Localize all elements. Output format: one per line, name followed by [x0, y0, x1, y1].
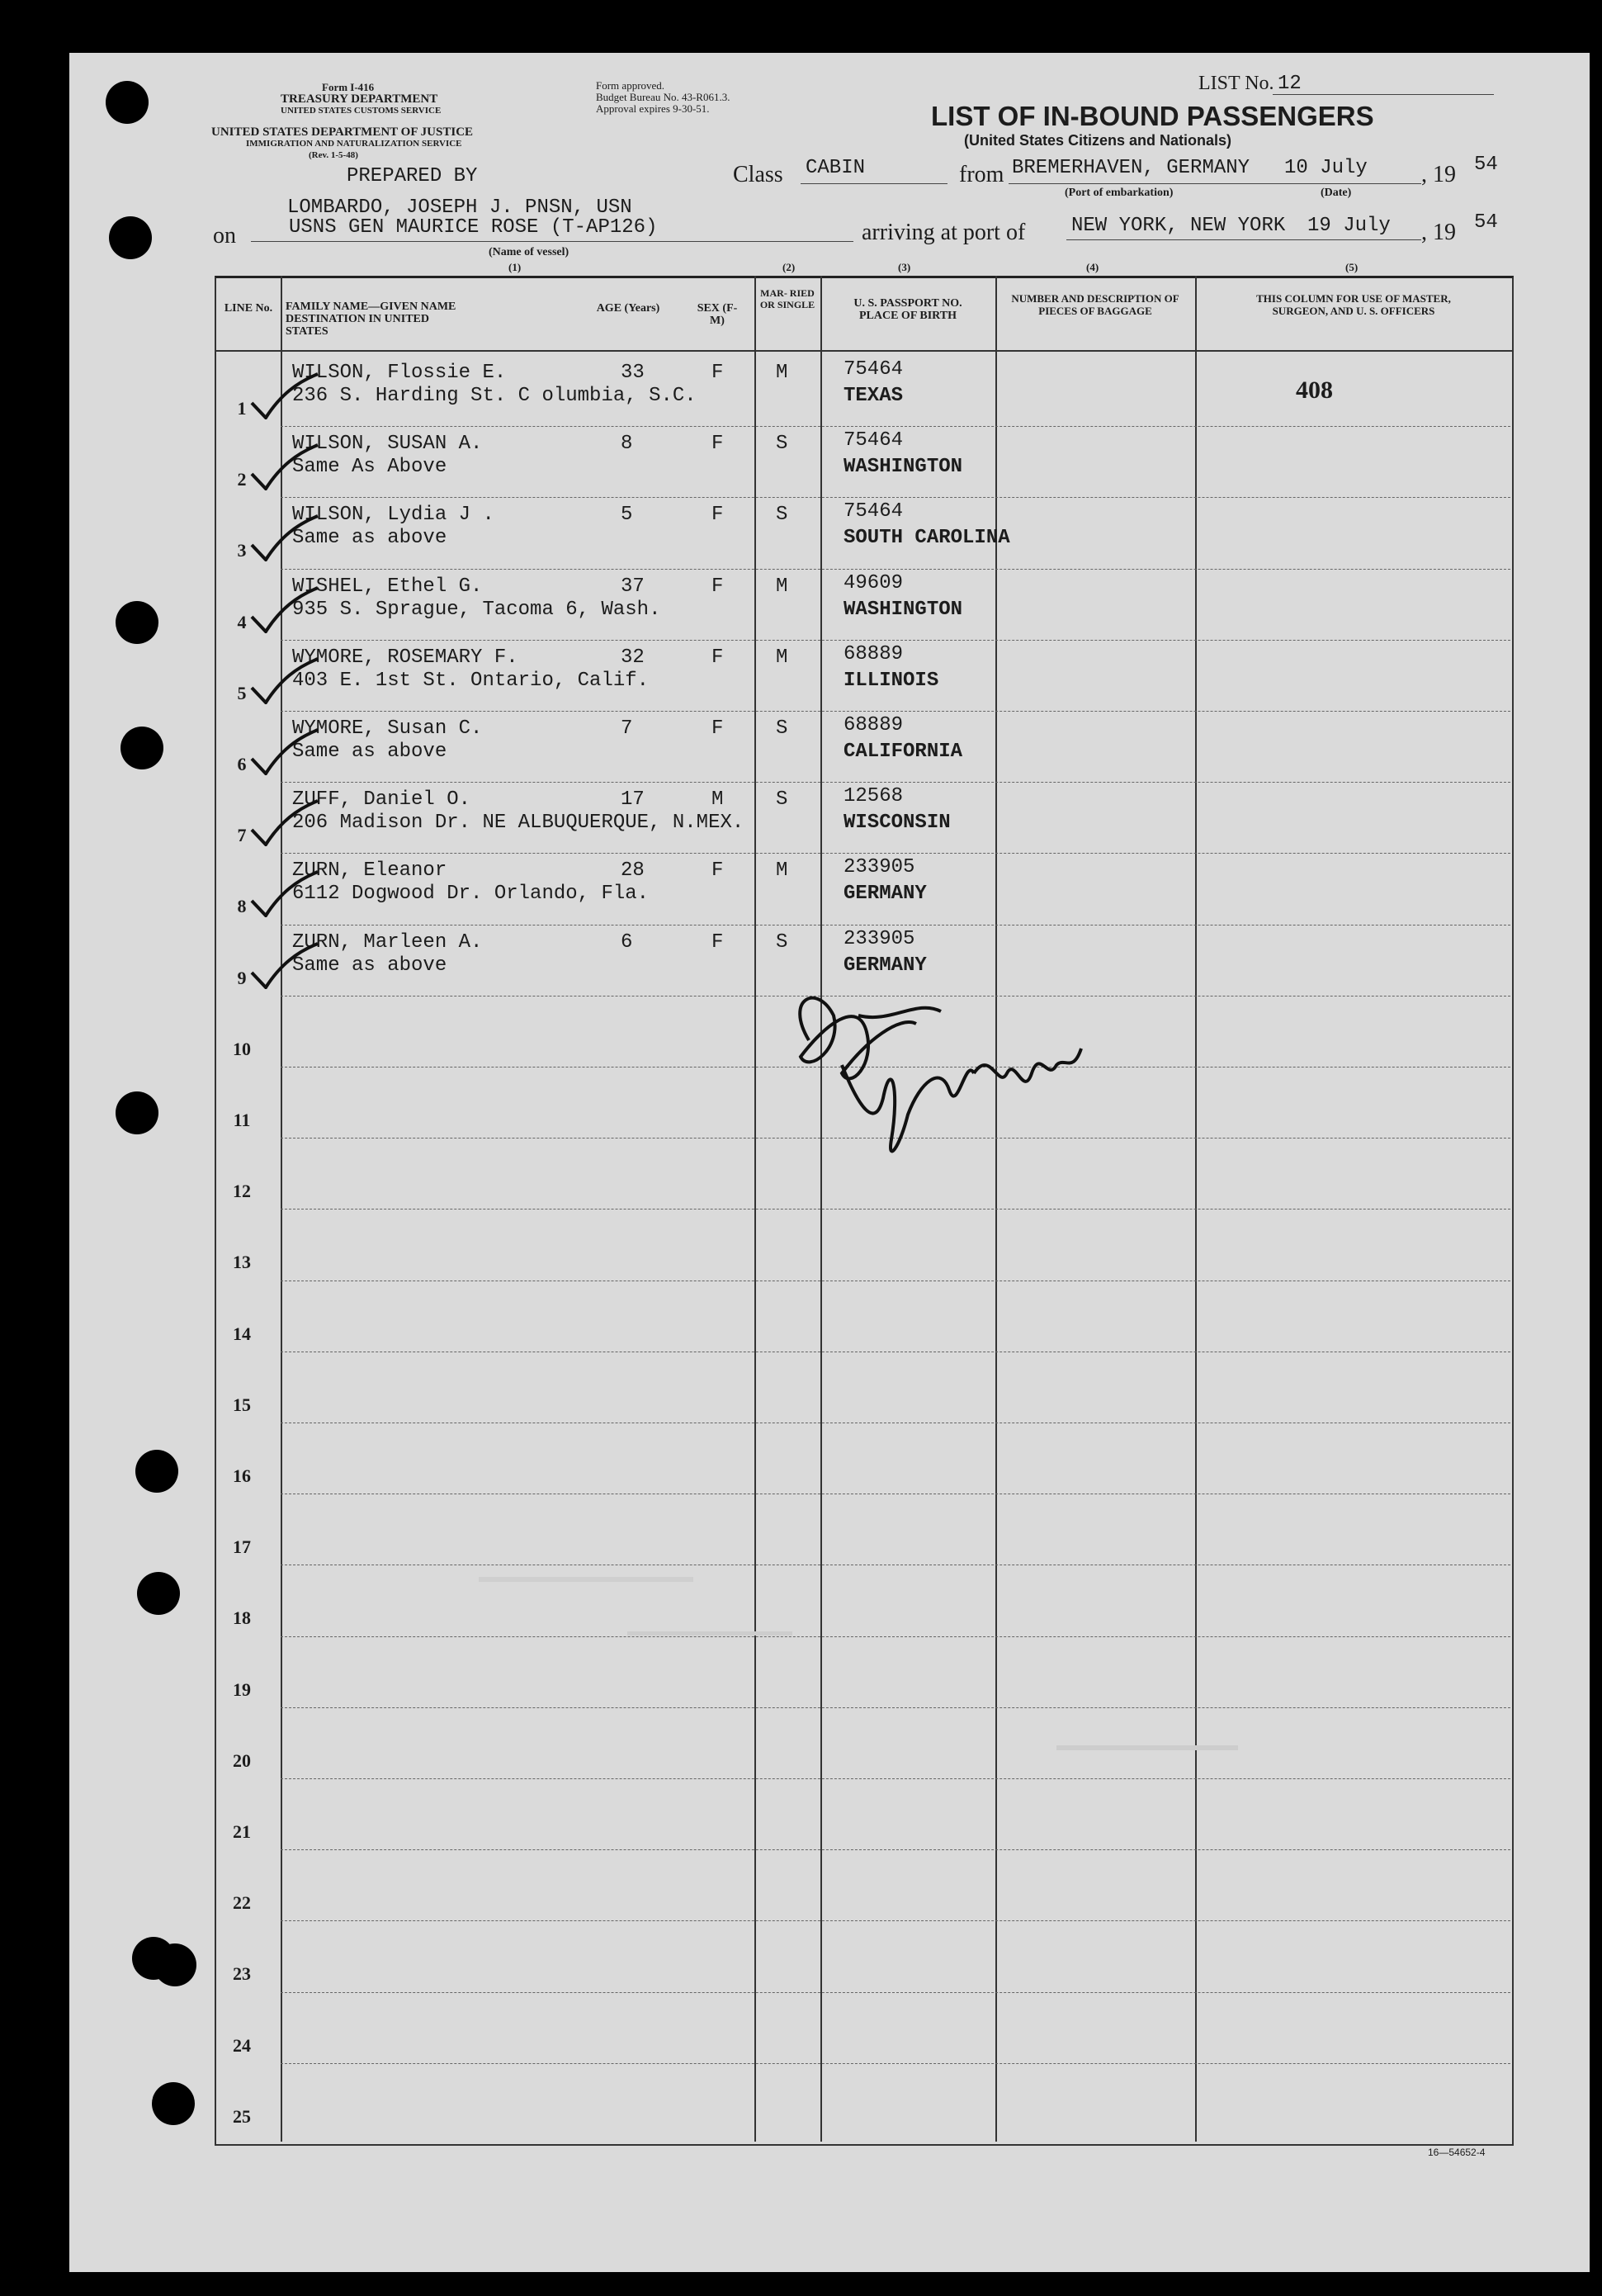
binder-hole	[154, 1943, 196, 1986]
ins-label: IMMIGRATION AND NATURALIZATION SERVICE	[246, 139, 462, 149]
passenger-age: 37	[621, 575, 645, 598]
passenger-age: 32	[621, 646, 645, 669]
place-of-birth: GERMANY	[844, 883, 927, 906]
passenger-table	[215, 276, 1514, 2146]
column-number-1: (1)	[508, 261, 522, 273]
class-value: CABIN	[806, 157, 866, 179]
passenger-age: 17	[621, 788, 645, 812]
header-officers: THIS COLUMN FOR USE OF MASTER, SURGEON, AND U. S. OFFICERS	[1256, 292, 1451, 317]
arrival-date: 19 July	[1307, 215, 1391, 237]
passport-number: 68889	[844, 642, 904, 665]
passenger-destination: Same as above	[292, 954, 447, 977]
passport-number: 75464	[844, 358, 904, 381]
line-number: 19	[233, 1678, 251, 1700]
passenger-destination: Same As Above	[292, 456, 447, 479]
binder-hole	[109, 216, 152, 259]
row-guide-line	[281, 2063, 1510, 2064]
binder-hole	[121, 727, 163, 769]
line-number: 3	[237, 540, 247, 561]
passport-number: 49609	[844, 571, 904, 594]
revision: (Rev. 1-5-48)	[309, 150, 358, 160]
passenger-sex: F	[711, 717, 724, 740]
passenger-name: WYMORE, ROSEMARY F.	[292, 646, 518, 669]
passenger-destination: Same as above	[292, 741, 447, 763]
passenger-destination: Same as above	[292, 527, 447, 550]
line-number: 17	[233, 1536, 251, 1558]
row-guide-line	[281, 782, 1510, 783]
from-label: from	[959, 162, 1004, 187]
place-of-birth: CALIFORNIA	[844, 741, 963, 763]
arriving-label: arriving at port of	[862, 220, 1026, 245]
footer-code: 16—54652-4	[1428, 2147, 1486, 2158]
row-guide-line	[281, 426, 1510, 427]
list-no-underline	[1273, 94, 1494, 95]
binder-hole	[116, 1091, 158, 1134]
row-guide-line	[281, 497, 1510, 498]
passport-number: 12568	[844, 785, 904, 808]
column-number-5: (5)	[1345, 261, 1359, 273]
check-mark	[248, 868, 322, 917]
passport-number: 75464	[844, 429, 904, 452]
binder-hole	[116, 601, 158, 644]
row-guide-line	[281, 1778, 1510, 1779]
passenger-age: 33	[621, 362, 645, 384]
port-of-embarkation: BREMERHAVEN, GERMANY	[1012, 157, 1250, 179]
vessel-name: USNS GEN MAURICE ROSE (T-AP126)	[289, 216, 658, 239]
line-number: 8	[237, 896, 247, 917]
line-number: 20	[233, 1749, 251, 1771]
row-guide-line	[281, 1920, 1510, 1921]
header-separator	[215, 350, 1512, 352]
officer-note: 408	[1296, 376, 1333, 404]
row-guide-line	[281, 1849, 1510, 1850]
passenger-marital-status: S	[776, 717, 788, 740]
embarkation-date: 10 July	[1284, 157, 1368, 179]
row-guide-line	[281, 569, 1510, 570]
check-mark	[248, 584, 322, 633]
check-mark	[248, 797, 322, 846]
passenger-name: ZUFF, Daniel O.	[292, 788, 471, 812]
date-caption: (Date)	[1321, 187, 1352, 199]
passenger-age: 7	[621, 717, 633, 740]
justice-dept: UNITED STATES DEPARTMENT OF JUSTICE	[211, 125, 474, 139]
passenger-sex: F	[711, 859, 724, 883]
line-number: 13	[233, 1252, 251, 1273]
check-mark	[248, 655, 322, 704]
place-of-birth: TEXAS	[844, 385, 904, 407]
row-guide-line	[281, 853, 1510, 854]
document-subtitle: (United States Citizens and Nationals)	[964, 132, 1232, 149]
binder-hole	[137, 1572, 180, 1615]
header-line-no: LINE No.	[224, 302, 273, 315]
passenger-name: WYMORE, Susan C.	[292, 717, 483, 740]
header-married-single: MAR- RIED OR SINGLE	[759, 287, 815, 310]
header-baggage: NUMBER AND DESCRIPTION OF PIECES OF BAGGAGE	[1011, 292, 1179, 317]
passenger-sex: F	[711, 930, 724, 954]
header-passport-birth: U. S. PASSPORT NO. PLACE OF BIRTH	[853, 297, 962, 322]
approval-expires: Approval expires 9-30-51.	[596, 102, 710, 115]
passport-number: 233905	[844, 856, 915, 879]
passenger-sex: F	[711, 504, 724, 527]
row-guide-line	[281, 1636, 1510, 1637]
row-guide-line	[281, 925, 1510, 926]
check-mark	[248, 370, 322, 419]
passenger-destination: 6112 Dogwood Dr. Orlando, Fla.	[292, 883, 650, 906]
line-number: 7	[237, 825, 247, 846]
line-number: 12	[233, 1181, 251, 1202]
class-label: Class	[733, 162, 783, 187]
line-number: 11	[233, 1110, 251, 1130]
line-number: 21	[233, 1821, 251, 1842]
place-of-birth: ILLINOIS	[844, 669, 939, 692]
passenger-sex: F	[711, 362, 724, 384]
place-of-birth: SOUTH CAROLINA	[844, 527, 1010, 550]
passenger-name: WISHEL, Ethel G.	[292, 575, 483, 598]
class-underline	[801, 183, 947, 184]
passenger-marital-status: M	[776, 575, 788, 598]
port-embarkation-caption: (Port of embarkation)	[1065, 187, 1174, 199]
prepared-by-label: PREPARED BY	[347, 165, 478, 187]
place-of-birth: WISCONSIN	[844, 812, 951, 835]
line-number: 14	[233, 1323, 251, 1344]
binder-hole	[152, 2082, 195, 2125]
row-guide-line	[281, 1992, 1510, 1993]
passenger-marital-status: M	[776, 859, 788, 883]
customs-service: UNITED STATES CUSTOMS SERVICE	[281, 106, 442, 116]
handwritten-signature	[776, 966, 1122, 1181]
bleed-through-mark	[479, 1577, 693, 1582]
arrival-year: 54	[1474, 211, 1498, 234]
row-guide-line	[281, 1707, 1510, 1708]
line-number: 23	[233, 1963, 251, 1985]
binder-hole	[135, 1450, 178, 1493]
passenger-sex: F	[711, 575, 724, 598]
line-number: 15	[233, 1394, 251, 1415]
form-number: Form I-416	[322, 81, 375, 93]
budget-bureau: Budget Bureau No. 43-R061.3.	[596, 91, 730, 103]
place-of-birth: WASHINGTON	[844, 456, 963, 479]
passenger-destination: 935 S. Sprague, Tacoma 6, Wash.	[292, 598, 661, 621]
list-no-label: LIST No.	[1198, 73, 1274, 94]
row-guide-line	[281, 1209, 1510, 1210]
column-number-4: (4)	[1086, 261, 1099, 273]
line-number: 9	[237, 967, 247, 988]
bleed-through-mark	[1056, 1745, 1238, 1750]
passport-number: 75464	[844, 500, 904, 523]
passenger-sex: M	[711, 788, 724, 812]
passenger-age: 5	[621, 504, 633, 527]
passenger-marital-status: S	[776, 504, 788, 527]
prepared-by-value: LOMBARDO, JOSEPH J. PNSN, USN	[287, 196, 632, 219]
passenger-marital-status: S	[776, 930, 788, 954]
passenger-sex: F	[711, 433, 724, 456]
document-title: LIST OF IN-BOUND PASSENGERS	[931, 101, 1374, 131]
passenger-marital-status: M	[776, 362, 788, 384]
arrival-port: NEW YORK, NEW YORK	[1071, 215, 1286, 237]
row-guide-line	[281, 640, 1510, 641]
passenger-destination: 403 E. 1st St. Ontario, Calif.	[292, 669, 650, 692]
embark-year: 54	[1474, 154, 1498, 176]
place-of-birth: GERMANY	[844, 954, 927, 977]
passenger-age: 6	[621, 930, 633, 954]
passenger-sex: F	[711, 646, 724, 669]
on-label: on	[213, 223, 236, 249]
check-mark	[248, 441, 322, 490]
line-number: 24	[233, 2034, 251, 2056]
passenger-age: 28	[621, 859, 645, 883]
arrival-underline	[1066, 239, 1421, 240]
passenger-name: WILSON, SUSAN A.	[292, 433, 483, 456]
passenger-name: ZURN, Marleen A.	[292, 930, 483, 954]
passenger-destination: 206 Madison Dr. NE ALBUQUERQUE, N.MEX.	[292, 812, 744, 835]
line-number: 6	[237, 754, 247, 774]
line-number: 2	[237, 469, 247, 490]
form-approved: Form approved.	[596, 79, 665, 92]
check-mark	[248, 726, 322, 775]
line-number: 5	[237, 682, 247, 703]
list-no-value: 12	[1278, 73, 1302, 95]
bleed-through-mark	[627, 1631, 792, 1636]
header-sex: SEX (F-M)	[697, 302, 738, 327]
treasury-dept: TREASURY DEPARTMENT	[281, 92, 438, 106]
line-number: 4	[237, 611, 247, 632]
header-age: AGE (Years)	[596, 302, 660, 315]
passenger-age: 8	[621, 433, 633, 456]
check-mark	[248, 940, 322, 989]
line-number: 22	[233, 1892, 251, 1914]
embark-underline	[1009, 183, 1421, 184]
passenger-marital-status: S	[776, 788, 788, 812]
embark-year-prefix: , 19	[1421, 162, 1456, 187]
place-of-birth: WASHINGTON	[844, 598, 963, 621]
arrival-year-prefix: , 19	[1421, 220, 1456, 245]
column-number-2: (2)	[782, 261, 796, 273]
passenger-marital-status: S	[776, 433, 788, 456]
binder-hole	[106, 81, 149, 124]
line-number: 1	[237, 398, 247, 419]
line-number: 25	[233, 2105, 251, 2127]
passport-number: 68889	[844, 714, 904, 736]
passenger-name: WILSON, Flossie E.	[292, 362, 507, 384]
passenger-destination: 236 S. Harding St. C olumbia, S.C.	[292, 385, 697, 407]
passport-number: 233905	[844, 927, 915, 950]
line-number: 16	[233, 1465, 251, 1486]
line-number: 18	[233, 1607, 251, 1629]
line-number: 10	[233, 1038, 251, 1059]
passenger-name: ZURN, Eleanor	[292, 859, 447, 883]
column-number-3: (3)	[898, 261, 911, 273]
vessel-caption: (Name of vessel)	[489, 246, 569, 258]
check-mark	[248, 512, 322, 561]
header-name-destination: FAMILY NAME—GIVEN NAME DESTINATION IN UNITED STATES	[286, 301, 456, 338]
row-guide-line	[281, 711, 1510, 712]
passenger-marital-status: M	[776, 646, 788, 669]
vessel-underline	[251, 241, 853, 242]
passenger-name: WILSON, Lydia J .	[292, 504, 494, 527]
